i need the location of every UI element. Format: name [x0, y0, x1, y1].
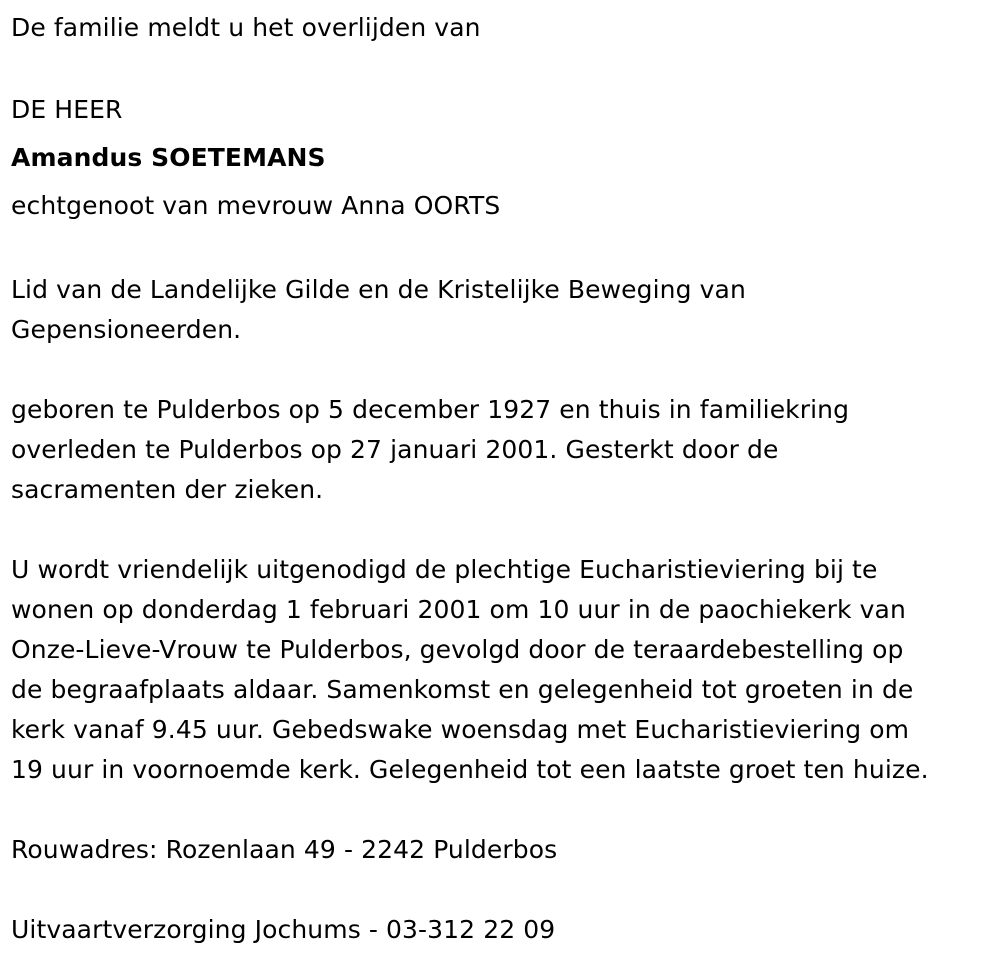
deceased-name: Amandus SOETEMANS: [11, 143, 326, 172]
paragraph-line: Gepensioneerden.: [11, 315, 242, 344]
spacer: [11, 48, 1000, 88]
paragraph-line: Onze-Lieve-Vrouw te Pulderbos, gevolgd door de teraardebestelling op: [11, 635, 904, 664]
spacer: [11, 510, 1000, 550]
invitation-paragraph: [11, 550, 1000, 790]
membership-paragraph: [11, 270, 1000, 350]
honorific-title: DE HEER: [11, 95, 123, 124]
paragraph-line: U wordt vriendelijk uitgenodigd de plechtige Eucharistieviering bij te: [11, 555, 878, 584]
mourning-address: Rouwadres: Rozenlaan 49 - 2242 Pulderbos: [11, 835, 558, 864]
paragraph-line: overleden te Pulderbos op 27 januari 2001. Gesterkt door de: [11, 435, 779, 464]
paragraph-line: wonen op donderdag 1 februari 2001 om 10 uur in de paochiekerk van: [11, 595, 906, 624]
spacer: [11, 870, 1000, 910]
birth-death-paragraph: [11, 390, 1000, 510]
spacer: [11, 350, 1000, 390]
spacer: [11, 230, 1000, 270]
paragraph-line: de begraafplaats aldaar. Samenkomst en gelegenheid tot groeten in de: [11, 675, 914, 704]
paragraph-line: sacramenten der zieken.: [11, 475, 324, 504]
paragraph-line: kerk vanaf 9.45 uur. Gebedswake woensdag met Eucharistieviering om: [11, 715, 910, 744]
paragraph-line: 19 uur in voornoemde kerk. Gelegenheid tot een laatste groet ten huize.: [11, 755, 929, 784]
funeral-director: Uitvaartverzorging Jochums - 03-312 22 09: [11, 915, 556, 944]
spouse-text: echtgenoot van mevrouw Anna OORTS: [11, 191, 501, 220]
spacer: [11, 790, 1000, 830]
intro-text: De familie meldt u het overlijden van: [11, 13, 481, 42]
paragraph-line: Lid van de Landelijke Gilde en de Kristelijke Beweging van: [11, 275, 746, 304]
paragraph-line: geboren te Pulderbos op 5 december 1927 en thuis in familiekring: [11, 395, 850, 424]
